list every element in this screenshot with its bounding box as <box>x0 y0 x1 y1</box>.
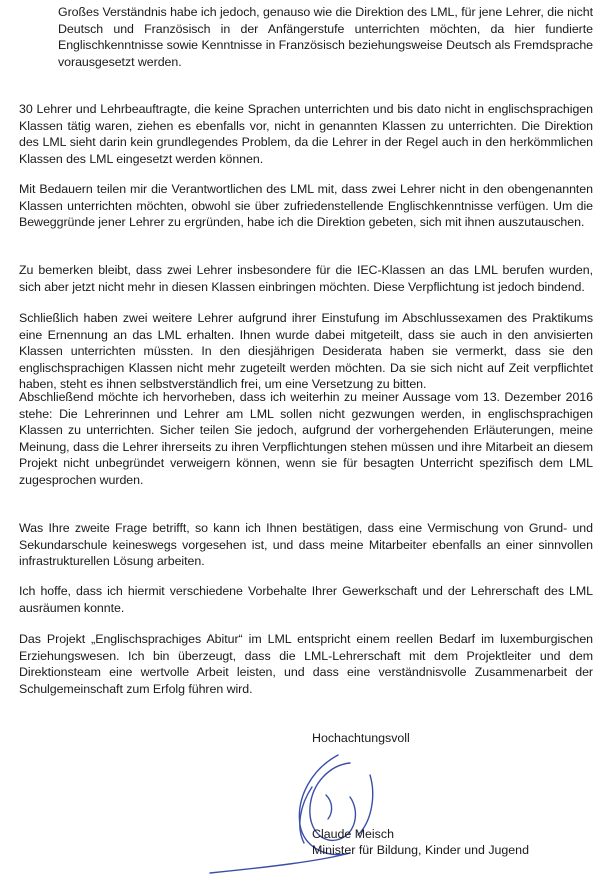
paragraph-project: Das Projekt „Englischsprachiges Abitur“ im LML entspricht einem reellen Bedarf im luxemburgischen Erziehungswesen. Ich bin überzeugt, dass die LML-Lehrerschaft mit dem Projektleiter und dem Direktionsteam eine wertvolle Arbeit leisten, und dass eine verständnisvolle Zusammenarbeit der Schulgemeinschaft zum Erfolg führen wird. <box>19 632 593 696</box>
closing-salutation: Hochachtungsvoll <box>312 731 410 745</box>
paragraph-second-question: Was Ihre zweite Frage betrifft, so kann ich Ihnen bestätigen, dass eine Vermischung von Grund- und Sekundarschule keineswegs vorgesehen ist, und dass meine Mitarbeiter ebenfalls an einer sinnvollen infrastrukturellen Lösung arbeiten. <box>19 521 593 568</box>
paragraph-appointments: Schließlich haben zwei weitere Lehrer aufgrund ihrer Einstufung im Abschlussexamen des Praktikums eine Ernennung an das LML erhalten. Ihnen wurde dabei mitgeteilt, dass sie auch in den anvisierten Klassen unterrichten müssten. In den diesjährigen Desiderata haben sie vermerkt, dass sie den englischsprachigen Klassen nicht mehr zugeteilt werden möchten. Da sie sich nicht auf Zeit verpflichtet haben, steht es ihnen selbstverständlich frei, um eine Versetzung zu bitten. <box>19 311 593 391</box>
paragraph-iec-classes: Zu bemerken bleibt, dass zwei Lehrer insbesondere für die IEC-Klassen an das LML berufen wurden, sich aber jetzt nicht mehr in diesen Klassen einbringen möchten. Diese Verpflichtung ist jedoch bindend. <box>19 263 593 294</box>
paragraph-regret: Mit Bedauern teilen mir die Verantwortlichen des LML mit, dass zwei Lehrer nicht in den obengenannten Klassen unterrichten möchten, obwohl sie über zufriedenstellende Englischkenntnisse verfügen. Um die Beweggründe jener Lehrer zu ergründen, habe ich die Direktion gebeten, sich mit ihnen auszutauschen. <box>19 182 593 229</box>
paragraph-understanding: Großes Verständnis habe ich jedoch, genauso wie die Direktion des LML, für jene Lehrer, die nicht Deutsch und Französisch in der Anfängerstufe unterrichten möchten, da hier fundierte Englischkenntnisse sowie Kenntnisse in Französisch beziehungsweise Deutsch als Fremdsprache vorausgesetzt werden. <box>58 5 593 69</box>
paragraph-hope: Ich hoffe, dass ich hiermit verschiedene Vorbehalte Ihrer Gewerkschaft und der Lehrerschaft des LML ausräumen konnte. <box>19 584 593 615</box>
signatory-title: Minister für Bildung, Kinder und Jugend <box>312 843 529 857</box>
paragraph-non-language-teachers: 30 Lehrer und Lehrbeauftragte, die keine Sprachen unterrichten und bis dato nicht in englischsprachigen Klassen tätig waren, ziehen es ebenfalls vor, nicht in genannten Klassen zu unterrichten. Die Direktion des LML sieht darin kein grundlegendes Problem, da die Lehrer in der Regel auch in den herkömmlichen Klassen des LML eingesetzt werden können. <box>19 102 593 166</box>
signatory-name: Claude Meisch <box>312 827 394 841</box>
paragraph-conclusion: Abschließend möchte ich hervorheben, dass ich weiterhin zu meiner Aussage vom 13. Dezember 2016 stehe: Die Lehrerinnen und Lehrer am LML sollen nicht gezwungen werden, in englischsprachigen Klassen zu unterrichten. Sicher teilen Sie jedoch, aufgrund der vorhergehenden Erläuterungen, meine Meinung, dass die Lehrer ihrerseits zu ihren Verpflichtungen stehen müssen und ihre Mitarbeit an diesem Projekt nicht unbegründet verweigern können, wenn sie für besagten Unterricht spezifisch dem LML zugesprochen wurden. <box>19 390 593 487</box>
